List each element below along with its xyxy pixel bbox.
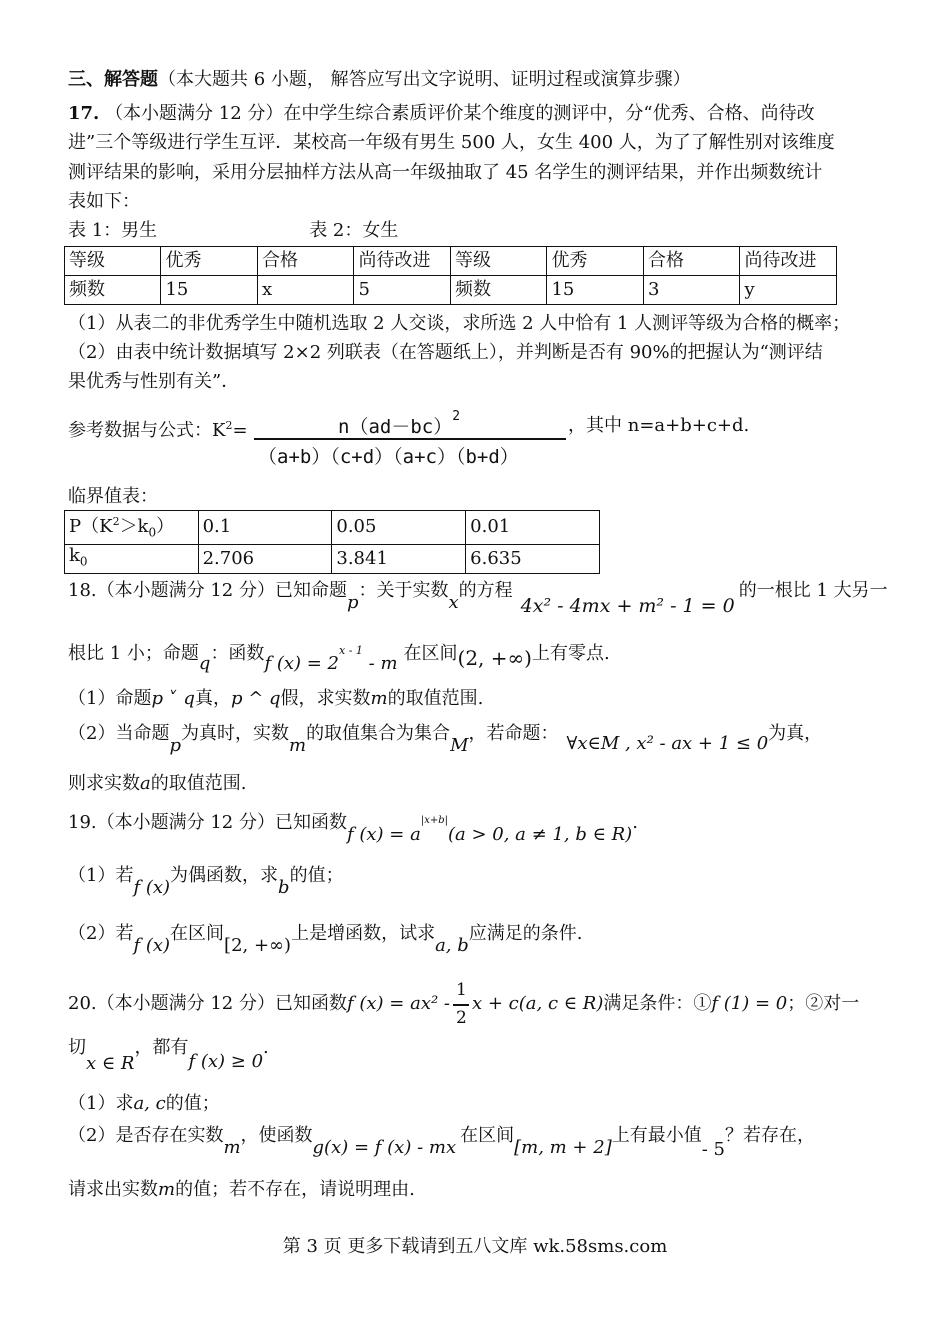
q18-text: （1）命题 — [68, 688, 152, 709]
q20-line-end — [68, 1178, 415, 1202]
q20-line1 — [68, 980, 860, 1028]
page-footer: 第 3 页 更多下载请到五八文库 wk.58sms.com — [282, 1236, 668, 1257]
q17-line2: 进”三个等级进行学生互评．某校高一年级有男生 500 人，女生 400 人，为了了解性别对该维度 — [68, 132, 835, 153]
q17-line3: 测评结果的影响，采用分层抽样方法从高一年级抽取了 45 名学生的测评结果，并作出频数统计 — [68, 162, 823, 183]
table-cell: 优秀 — [547, 247, 644, 276]
q19-part2 — [68, 922, 583, 956]
function-f: f (x) = 2 — [264, 653, 339, 674]
table-cell: 频数 — [65, 276, 161, 305]
q18-text: 真， — [194, 688, 231, 709]
q20-text: . — [263, 1037, 269, 1058]
q18-text: 为真时，实数 — [180, 723, 289, 744]
table-cell: 15 — [161, 276, 258, 305]
q20-text: 在区间 — [460, 1125, 515, 1146]
table-cell: 3.841 — [332, 544, 466, 573]
condition-nonneg: f (x) ≥ 0 — [188, 1051, 264, 1072]
crit-label-c: ） — [156, 516, 175, 537]
q20-text: ；②对一 — [787, 993, 860, 1014]
ref-sup: 2 — [225, 419, 233, 432]
k0-label: k — [69, 544, 80, 566]
q19-text: 19.（本小题满分 12 分）已知函数 — [68, 812, 347, 833]
table-cell: 3 — [643, 276, 739, 305]
crit-label-sub: 0 — [148, 525, 157, 540]
ref-eq: = — [232, 420, 248, 441]
table-cell: 等级 — [65, 247, 161, 276]
q18-text: 假，求实数 — [280, 688, 371, 709]
q18-text: ：函数 — [210, 643, 265, 664]
q19-text: . — [632, 812, 638, 833]
q19-text: 在区间 — [170, 923, 225, 944]
crit-label-a: P（K — [69, 516, 113, 537]
fraction-bar — [254, 438, 566, 440]
crit-label-b: ＞k — [119, 516, 149, 537]
q19-text: （2）若 — [68, 923, 134, 944]
condition-f1: f (1) = 0 — [711, 993, 788, 1014]
formula-num-text: n（ad－bc） — [338, 416, 453, 438]
q20-text: ，使函数 — [240, 1125, 313, 1146]
q20-text: 20.（本小题满分 12 分）已知函数 — [68, 993, 347, 1014]
var-m: m — [288, 735, 307, 756]
function-f-tail: - m — [362, 653, 398, 674]
q18-text: 为真， — [768, 723, 823, 744]
function-fx: f (x) — [133, 935, 171, 956]
fraction-numerator: 1 — [456, 980, 467, 1000]
section-note: （本大题共 6 小题， 解答应写出文字说明、证明过程或演算步骤） — [158, 69, 691, 90]
ref-label: 参考数据与公式：K — [68, 420, 226, 441]
k0-sub: 0 — [79, 554, 88, 569]
q18-text: 18.（本小题满分 12 分）已知命题 — [68, 580, 347, 601]
table2-caption: 表 2：女生 — [309, 220, 399, 241]
function-fx: f (x) — [133, 877, 171, 898]
table-cell: 频数 — [450, 276, 546, 305]
expr-p-and-q: p ^ q — [230, 688, 281, 709]
var-a: a — [140, 773, 151, 794]
x-in-R: x ∈ R — [86, 1053, 135, 1074]
q18-text: 的取值集合为集合 — [306, 723, 451, 744]
var-q: q — [198, 653, 211, 674]
q19-line1 — [68, 807, 638, 845]
q17-line1 — [68, 102, 815, 126]
q19-part1 — [68, 864, 344, 898]
critical-table-label: 临界值表： — [68, 486, 158, 507]
section-title: 三、解答题 — [68, 69, 158, 90]
formula-denominator: （a+b）（c+d）（a+c）（b+d） — [258, 446, 519, 468]
expr-p-or-q: p ˅ q — [151, 688, 195, 709]
table-cell: 2.706 — [198, 544, 332, 573]
q18-text: 根比 1 小；命题 — [68, 643, 199, 664]
table-cell: 等级 — [450, 247, 546, 276]
interval-2-inf: [2, +∞) — [224, 935, 292, 956]
function-conditions: (a > 0, a ≠ 1, b ∈ R) — [448, 824, 633, 845]
q17-part2b: 果优秀与性别有关”． — [68, 371, 240, 392]
function-f: f (x) = a — [346, 824, 421, 845]
q20-part1 — [68, 1092, 220, 1116]
q18-part1 — [68, 687, 483, 711]
var-b: b — [278, 877, 290, 898]
q19-text: 的值； — [289, 865, 344, 886]
crit-label-sup: 2 — [112, 515, 120, 528]
function-f-exponent: |x+b| — [420, 815, 448, 826]
table-row — [65, 276, 837, 305]
interval-m-m2: [m, m + 2] — [514, 1137, 612, 1158]
vars-ac: a, c — [133, 1093, 166, 1114]
var-m: m — [223, 1137, 241, 1158]
min-value: - 5 — [701, 1139, 725, 1160]
frequency-table — [64, 246, 837, 305]
var-m: m — [158, 1179, 176, 1200]
q18-text: 的方程 — [458, 580, 513, 601]
q18-part2 — [68, 722, 823, 756]
q18-text: 的取值范围. — [150, 773, 247, 794]
q17-number: 17. — [68, 103, 100, 124]
table-cell: 合格 — [258, 247, 354, 276]
q20-text: 的值； — [165, 1093, 220, 1114]
q18-line1 — [68, 578, 888, 617]
table-cell: 优秀 — [161, 247, 258, 276]
table-cell: 合格 — [643, 247, 739, 276]
ref-formula-label — [68, 414, 248, 443]
function-f-tail: x + c(a, c ∈ R) — [472, 993, 604, 1014]
equation-quadratic: 4x² - 4mx + m² - 1 = 0 — [520, 595, 735, 617]
q20-line2 — [68, 1036, 269, 1074]
vars-ab: a, b — [435, 935, 469, 956]
q19-text: 为偶函数，求 — [170, 865, 279, 886]
q18-text: ：关于实数 — [358, 580, 449, 601]
q17-part2a: （2）由表中统计数据填写 2×2 列联表（在答题纸上），并判断是否有 90%的把握认为“测评结 — [68, 342, 823, 363]
table-cell: y — [740, 276, 837, 305]
q18-text: 上有零点. — [531, 643, 610, 664]
q18-line-end — [68, 772, 246, 796]
section-heading — [68, 68, 691, 92]
table-cell — [65, 511, 199, 545]
table-cell: 尚待改进 — [354, 247, 450, 276]
q20-text: ？若存在， — [724, 1125, 815, 1146]
table-cell: 6.635 — [466, 544, 600, 573]
set-M: M — [450, 735, 469, 756]
table-row — [65, 544, 600, 573]
var-p: p — [346, 592, 359, 613]
q19-text: （1）若 — [68, 865, 134, 886]
var-p: p — [169, 735, 181, 756]
q20-text: （1）求 — [68, 1093, 134, 1114]
q18-text: 的取值范围. — [387, 688, 484, 709]
q18-text: 的一根比 1 大另一 — [738, 580, 888, 601]
q20-text: 上有最小值 — [611, 1125, 702, 1146]
q17-part1: （1）从表二的非优秀学生中随机选取 2 人交谈，求所选 2 人中恰有 1 人测评等级为合格的概率； — [68, 313, 851, 334]
fraction-denominator: 2 — [456, 1008, 467, 1028]
table-cell — [65, 544, 199, 573]
q17-line4: 表如下： — [68, 191, 140, 212]
table-cell: 15 — [547, 276, 644, 305]
critical-value-table — [64, 510, 600, 574]
q18-text: （2）当命题 — [68, 723, 170, 744]
q18-text: 则求实数 — [68, 773, 140, 794]
q20-text: 的值；若不存在，请说明理由. — [175, 1179, 415, 1200]
table-cell: x — [258, 276, 354, 305]
q18-text: 在区间 — [403, 643, 458, 664]
formula-num-sup: 2 — [452, 408, 461, 424]
fraction-one-half — [453, 980, 469, 1028]
q20-part2 — [68, 1124, 815, 1160]
interval-2-inf: (2, +∞) — [457, 646, 532, 670]
inequality-forall: ∀x∈M , x² - ax + 1 ≤ 0 — [566, 733, 769, 754]
table-cell: 5 — [354, 276, 450, 305]
table-cell: 0.1 — [198, 511, 332, 545]
function-g: g(x) = f (x) - mx — [312, 1137, 457, 1158]
table1-caption: 表 1：男生 — [68, 220, 158, 241]
q18-text: ，若命题： — [468, 723, 559, 744]
var-m: m — [370, 688, 388, 709]
q20-text: 满足条件：① — [603, 993, 712, 1014]
table-cell: 0.01 — [466, 511, 600, 545]
q20-text: 切 — [68, 1037, 86, 1058]
q19-text: 上是增函数，试求 — [291, 923, 436, 944]
q20-text: 请求出实数 — [68, 1179, 158, 1200]
q17-text1: （本小题满分 12 分）在中学生综合素质评价某个维度的测评中，分“优秀、合格、尚待改 — [105, 103, 815, 124]
var-x: x — [448, 592, 459, 613]
q20-text: （2）是否存在实数 — [68, 1125, 224, 1146]
table-row — [65, 511, 600, 545]
q20-text: ，都有 — [134, 1037, 189, 1058]
function-f-exponent: x - 1 — [339, 644, 363, 657]
table-cell: 0.05 — [332, 511, 466, 545]
q19-text: 应满足的条件. — [468, 923, 583, 944]
q18-line2 — [68, 637, 610, 674]
formula-numerator — [338, 408, 461, 439]
function-f: f (x) = ax² - — [346, 993, 450, 1014]
table-cell: 尚待改进 — [740, 247, 837, 276]
table-captions — [68, 219, 398, 243]
ref-tail: ，其中 n=a+b+c+d. — [568, 415, 750, 436]
table-row — [65, 247, 837, 276]
